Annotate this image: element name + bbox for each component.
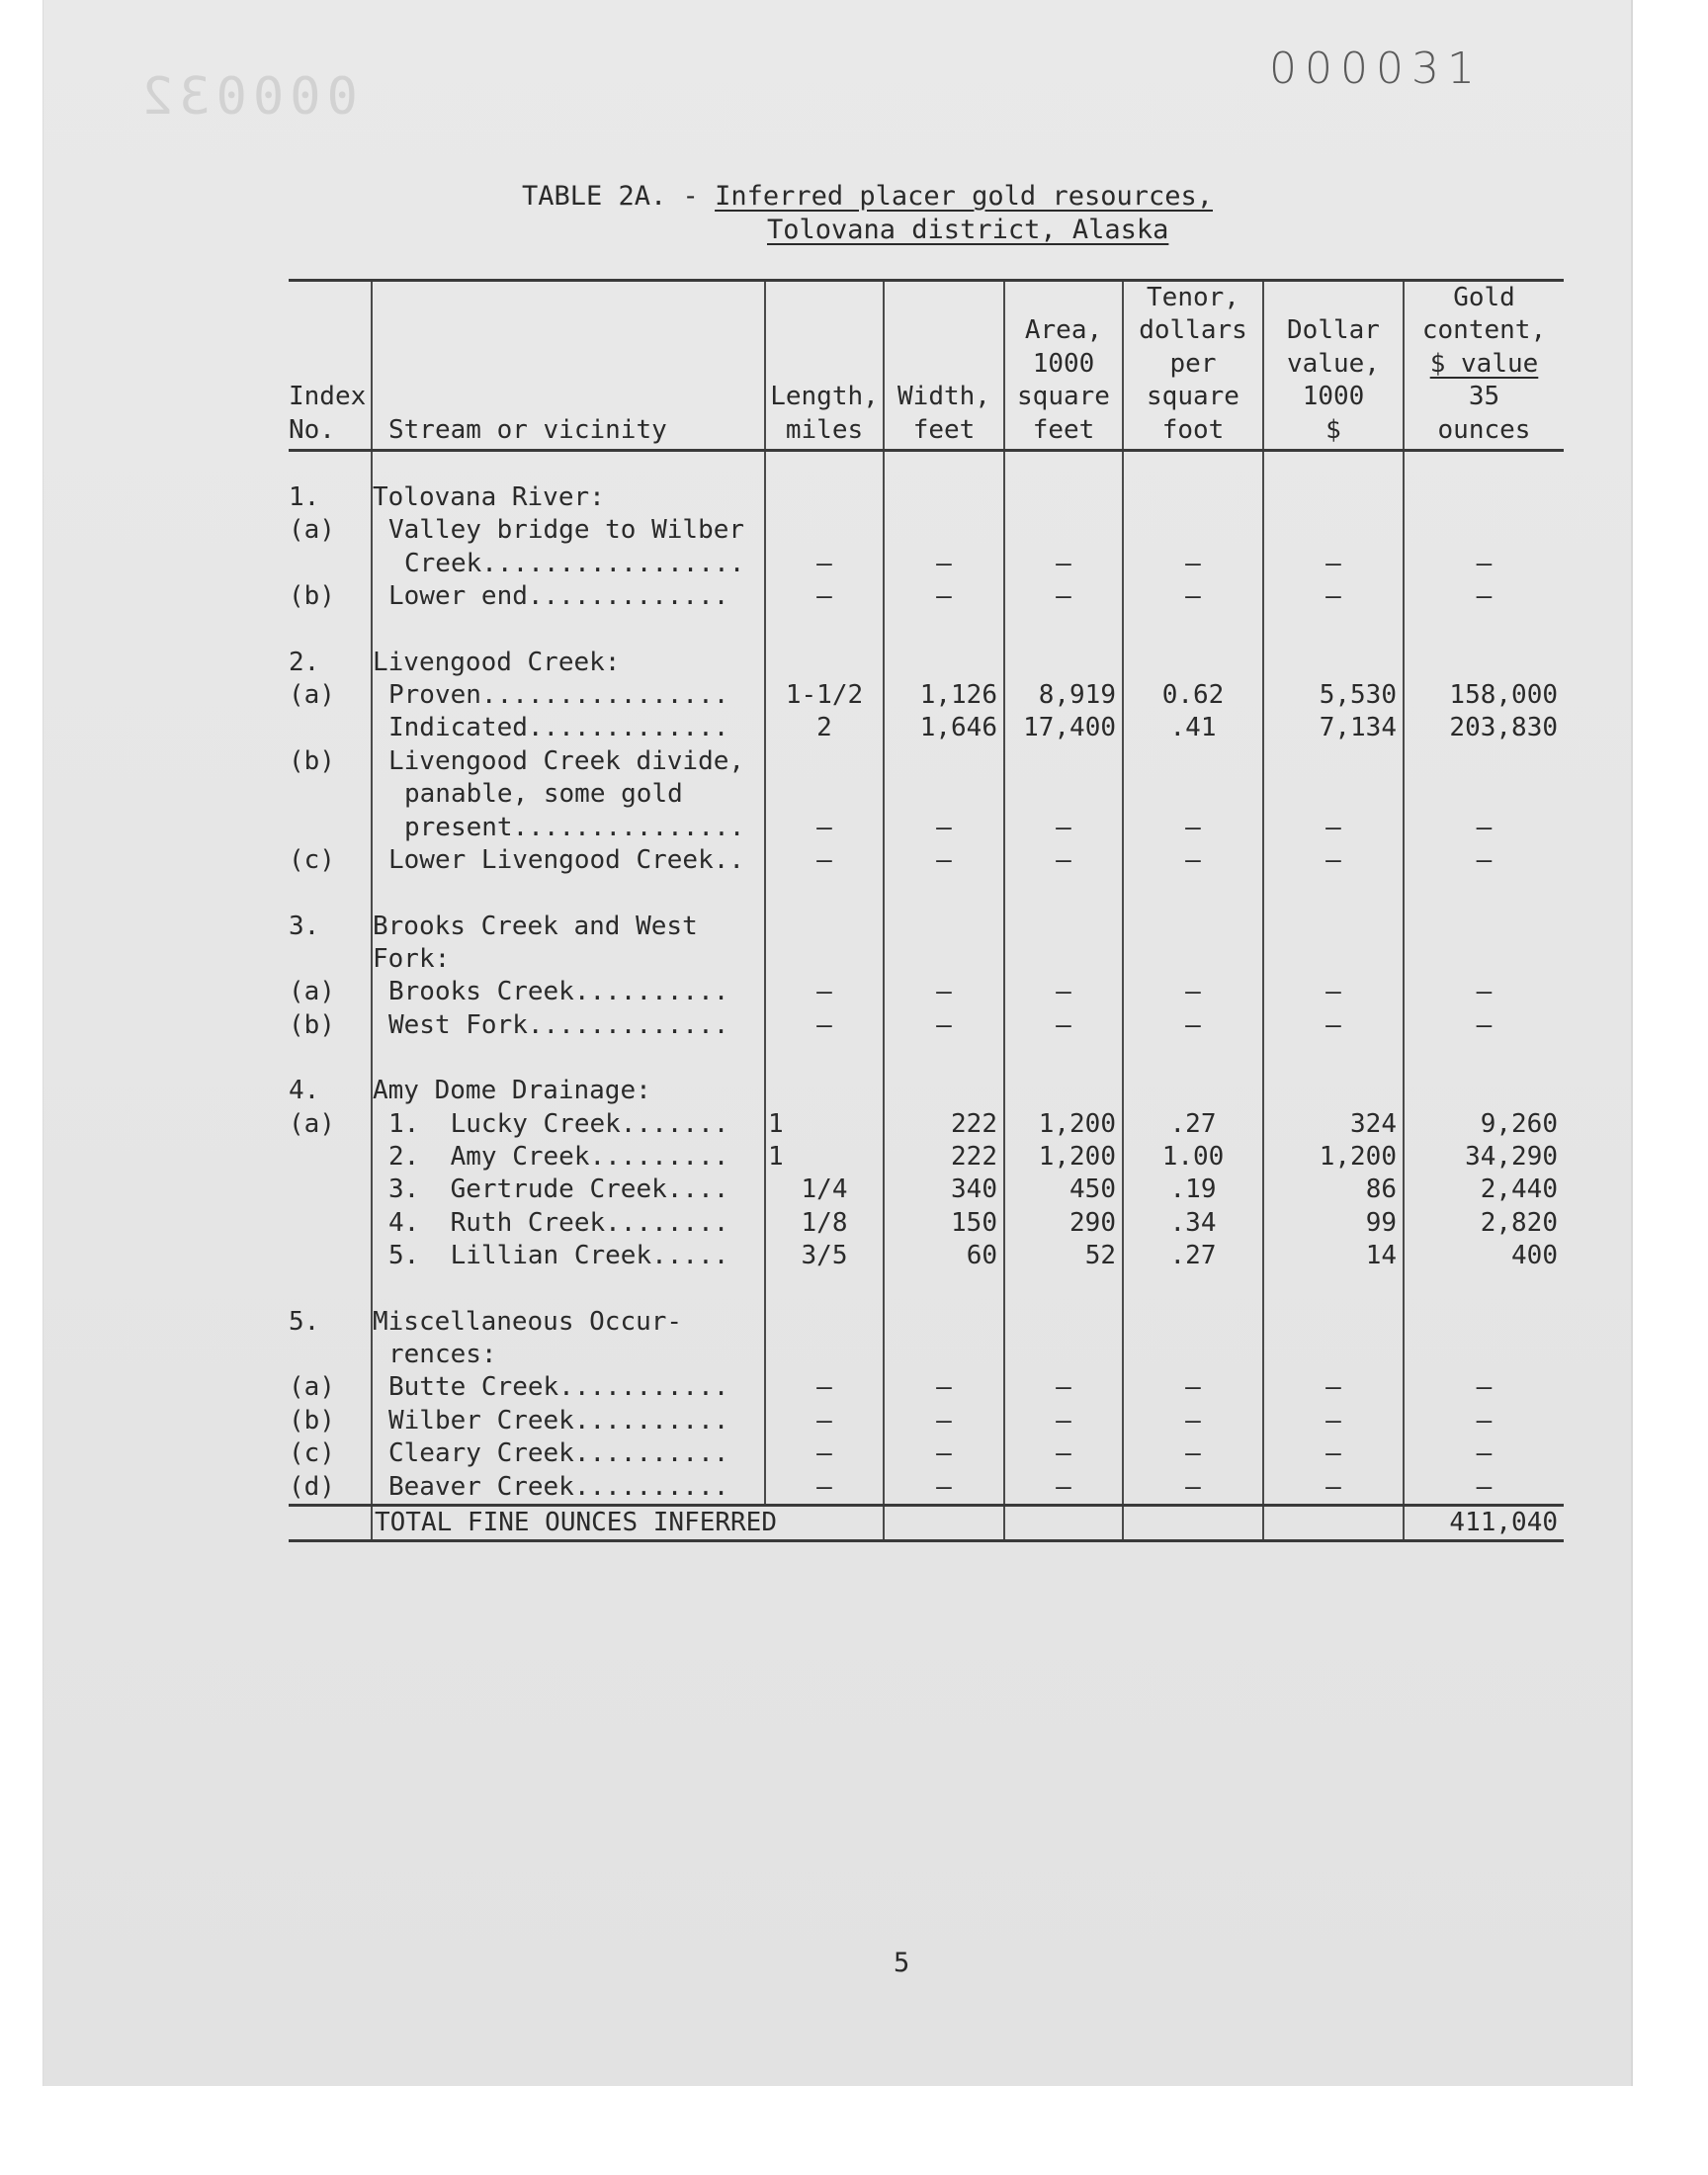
cell-tenor xyxy=(1123,647,1263,679)
row-stream-name: Indicated............. xyxy=(372,712,765,744)
cell-dollar-value xyxy=(1263,451,1404,515)
cell-length: – xyxy=(765,844,884,877)
cell-area xyxy=(1004,514,1123,547)
cell-dollar-value: – xyxy=(1263,1009,1404,1042)
cell-tenor: – xyxy=(1123,1371,1263,1404)
table-row xyxy=(289,1009,1564,1042)
cell-gold-content xyxy=(1404,647,1564,679)
header-gold-top: Gold content, xyxy=(1421,283,1547,346)
row-index: (c) xyxy=(289,1438,335,1469)
row-stream-name: present............... xyxy=(372,812,765,844)
header-area: Area, 1000 square feet xyxy=(1004,282,1123,451)
header-stream: Stream or vicinity xyxy=(372,282,765,451)
table-row xyxy=(289,1207,1564,1240)
row-stream-name: Butte Creek........... xyxy=(372,1371,765,1404)
cell-area: – xyxy=(1004,580,1123,613)
cell-width xyxy=(884,778,1004,811)
row-stream-name: Creek................. xyxy=(372,548,765,580)
cell-width: 60 xyxy=(884,1240,1004,1272)
cell-tenor: – xyxy=(1123,1471,1263,1506)
header-dollar-value: Dollar value, 1000 $ xyxy=(1263,282,1404,451)
cell-length: – xyxy=(765,812,884,844)
cell-width: – xyxy=(884,1009,1004,1042)
cell-width: – xyxy=(884,1437,1004,1470)
row-index xyxy=(289,1339,372,1371)
cell-tenor: – xyxy=(1123,580,1263,613)
row-index: 2. xyxy=(289,647,320,677)
row-stream-name: 1. Lucky Creek....... xyxy=(372,1108,765,1141)
cell-gold-content: – xyxy=(1404,1405,1564,1437)
cell-width xyxy=(884,911,1004,943)
row-stream-name: Livengood Creek divide, xyxy=(372,745,765,778)
cell-length: 1-1/2 xyxy=(765,679,884,712)
header-gold-bottom: 35 ounces xyxy=(1437,382,1531,445)
cell-length: – xyxy=(765,1405,884,1437)
table-row xyxy=(289,679,1564,712)
cell-dollar-value: 5,530 xyxy=(1263,679,1404,712)
table-row xyxy=(289,976,1564,1008)
table-row xyxy=(289,911,1564,943)
cell-tenor: .27 xyxy=(1123,1108,1263,1141)
cell-dollar-value: – xyxy=(1263,976,1404,1008)
cell-length xyxy=(765,451,884,515)
row-stream-name: 2. Amy Creek......... xyxy=(372,1141,765,1174)
cell-width: – xyxy=(884,1405,1004,1437)
cell-area: 8,919 xyxy=(1004,679,1123,712)
cell-length: 1 xyxy=(765,1141,884,1174)
cell-dollar-value: 86 xyxy=(1263,1174,1404,1206)
cell-gold-content: 34,290 xyxy=(1404,1141,1564,1174)
cell-length: 3/5 xyxy=(765,1240,884,1272)
row-stream-name: Tolovana River: xyxy=(372,451,765,515)
cell-dollar-value: – xyxy=(1263,1437,1404,1470)
row-index: (b) xyxy=(289,581,335,612)
cell-area xyxy=(1004,1339,1123,1371)
cell-width: – xyxy=(884,548,1004,580)
row-stream-name: Lower end............. xyxy=(372,580,765,613)
cell-width: 1,646 xyxy=(884,712,1004,744)
row-index xyxy=(289,1174,372,1206)
cell-dollar-value: 7,134 xyxy=(1263,712,1404,744)
row-stream-name: Livengood Creek: xyxy=(372,647,765,679)
cell-length xyxy=(765,778,884,811)
row-stream-name: rences: xyxy=(372,1339,765,1371)
row-stream-name: Brooks Creek.......... xyxy=(372,976,765,1008)
table-row xyxy=(289,580,1564,613)
cell-gold-content xyxy=(1404,514,1564,547)
cell-gold-content xyxy=(1404,1075,1564,1107)
cell-length: 1/4 xyxy=(765,1174,884,1206)
cell-width xyxy=(884,1075,1004,1107)
table-row xyxy=(289,647,1564,679)
cell-tenor xyxy=(1123,943,1263,976)
cell-length xyxy=(765,1075,884,1107)
document-number: 000031 xyxy=(1269,44,1483,94)
cell-width: 340 xyxy=(884,1174,1004,1206)
cell-tenor: .41 xyxy=(1123,712,1263,744)
cell-dollar-value xyxy=(1263,647,1404,679)
cell-dollar-value: – xyxy=(1263,1471,1404,1506)
cell-tenor: .27 xyxy=(1123,1240,1263,1272)
cell-gold-content xyxy=(1404,778,1564,811)
cell-area xyxy=(1004,1075,1123,1107)
cell-dollar-value xyxy=(1263,943,1404,976)
row-stream-name: Fork: xyxy=(372,943,765,976)
row-index: 1. xyxy=(289,482,320,513)
cell-area: – xyxy=(1004,1437,1123,1470)
row-index xyxy=(289,812,372,844)
table-row xyxy=(289,1471,1564,1506)
title-line-1: Inferred placer gold resources, xyxy=(715,181,1213,212)
total-value: 411,040 xyxy=(1404,1506,1564,1541)
table-row xyxy=(289,712,1564,744)
cell-gold-content: – xyxy=(1404,812,1564,844)
row-stream-name: Lower Livengood Creek.. xyxy=(372,844,765,877)
resources-table xyxy=(289,279,1564,1542)
table-title xyxy=(522,180,1213,245)
table-row xyxy=(289,778,1564,811)
cell-length xyxy=(765,1339,884,1371)
cell-gold-content: – xyxy=(1404,1009,1564,1042)
document-page xyxy=(43,0,1631,2086)
table-row xyxy=(289,943,1564,976)
cell-area xyxy=(1004,647,1123,679)
title-prefix: TABLE 2A. - xyxy=(522,181,716,212)
cell-area: 1,200 xyxy=(1004,1108,1123,1141)
cell-dollar-value xyxy=(1263,514,1404,547)
cell-dollar-value: 14 xyxy=(1263,1240,1404,1272)
row-index: (a) xyxy=(289,977,335,1007)
cell-tenor: – xyxy=(1123,976,1263,1008)
row-index: (a) xyxy=(289,1372,335,1403)
cell-width xyxy=(884,1339,1004,1371)
cell-area: – xyxy=(1004,1405,1123,1437)
cell-area: – xyxy=(1004,844,1123,877)
row-index xyxy=(289,943,372,976)
cell-gold-content xyxy=(1404,451,1564,515)
cell-length: – xyxy=(765,1009,884,1042)
cell-length: – xyxy=(765,1471,884,1506)
cell-gold-content xyxy=(1404,1339,1564,1371)
cell-gold-content xyxy=(1404,745,1564,778)
cell-tenor: – xyxy=(1123,812,1263,844)
cell-length: 1/8 xyxy=(765,1207,884,1240)
cell-dollar-value xyxy=(1263,1075,1404,1107)
cell-gold-content: 400 xyxy=(1404,1240,1564,1272)
table-row xyxy=(289,1437,1564,1470)
header-width: Width, feet xyxy=(884,282,1004,451)
row-index: 3. xyxy=(289,911,320,941)
row-index xyxy=(289,778,372,811)
cell-tenor xyxy=(1123,1339,1263,1371)
cell-area: – xyxy=(1004,1371,1123,1404)
cell-length xyxy=(765,1306,884,1339)
row-index: (b) xyxy=(289,745,335,776)
cell-width: 222 xyxy=(884,1141,1004,1174)
table-row xyxy=(289,745,1564,778)
row-stream-name: Amy Dome Drainage: xyxy=(372,1075,765,1107)
cell-length: – xyxy=(765,976,884,1008)
cell-dollar-value xyxy=(1263,778,1404,811)
cell-tenor: .34 xyxy=(1123,1207,1263,1240)
cell-gold-content: 2,820 xyxy=(1404,1207,1564,1240)
cell-gold-content: – xyxy=(1404,548,1564,580)
cell-width xyxy=(884,514,1004,547)
table-row xyxy=(289,1075,1564,1107)
cell-width xyxy=(884,451,1004,515)
cell-width: – xyxy=(884,812,1004,844)
cell-gold-content xyxy=(1404,1306,1564,1339)
cell-gold-content: 203,830 xyxy=(1404,712,1564,744)
cell-width: – xyxy=(884,1471,1004,1506)
row-stream-name: Beaver Creek.......... xyxy=(372,1471,765,1506)
header-gold-underlined: $ value xyxy=(1429,348,1539,379)
cell-length: 1 xyxy=(765,1108,884,1141)
cell-length: 2 xyxy=(765,712,884,744)
cell-dollar-value: – xyxy=(1263,580,1404,613)
cell-gold-content: – xyxy=(1404,1371,1564,1404)
cell-width xyxy=(884,943,1004,976)
row-stream-name: 5. Lillian Creek..... xyxy=(372,1240,765,1272)
cell-dollar-value: – xyxy=(1263,1371,1404,1404)
row-stream-name: Proven................ xyxy=(372,679,765,712)
cell-tenor xyxy=(1123,745,1263,778)
cell-area xyxy=(1004,451,1123,515)
page-number: 5 xyxy=(894,1948,910,1978)
cell-dollar-value: 324 xyxy=(1263,1108,1404,1141)
cell-length: – xyxy=(765,580,884,613)
cell-tenor xyxy=(1123,1075,1263,1107)
cell-gold-content: – xyxy=(1404,580,1564,613)
cell-gold-content: – xyxy=(1404,1437,1564,1470)
row-stream-name: panable, some gold xyxy=(372,778,765,811)
cell-tenor xyxy=(1123,451,1263,515)
cell-dollar-value: – xyxy=(1263,548,1404,580)
table-row xyxy=(289,514,1564,547)
cell-gold-content: – xyxy=(1404,976,1564,1008)
ghost-page-number: 000032 xyxy=(136,67,358,127)
cell-length xyxy=(765,745,884,778)
cell-tenor xyxy=(1123,514,1263,547)
cell-tenor: – xyxy=(1123,1437,1263,1470)
row-index: (c) xyxy=(289,845,335,876)
cell-width: 150 xyxy=(884,1207,1004,1240)
cell-tenor: .19 xyxy=(1123,1174,1263,1206)
cell-area: – xyxy=(1004,976,1123,1008)
cell-width xyxy=(884,647,1004,679)
row-index xyxy=(289,1141,372,1174)
row-index: 5. xyxy=(289,1306,320,1337)
cell-tenor: – xyxy=(1123,548,1263,580)
table-row xyxy=(289,1371,1564,1404)
table-row xyxy=(289,1306,1564,1339)
cell-area: – xyxy=(1004,548,1123,580)
cell-area: 52 xyxy=(1004,1240,1123,1272)
row-stream-name: Miscellaneous Occur- xyxy=(372,1306,765,1339)
header-gold-content xyxy=(1404,282,1564,451)
table-row xyxy=(289,844,1564,877)
cell-length xyxy=(765,943,884,976)
table-row xyxy=(289,1240,1564,1272)
cell-gold-content xyxy=(1404,943,1564,976)
table-row xyxy=(289,1141,1564,1174)
row-index: (a) xyxy=(289,1108,335,1139)
header-index: Index No. xyxy=(289,282,372,451)
cell-tenor: 0.62 xyxy=(1123,679,1263,712)
cell-length xyxy=(765,647,884,679)
cell-dollar-value: 1,200 xyxy=(1263,1141,1404,1174)
row-index xyxy=(289,1240,372,1272)
cell-area: 17,400 xyxy=(1004,712,1123,744)
cell-area: 1,200 xyxy=(1004,1141,1123,1174)
cell-length xyxy=(765,911,884,943)
cell-gold-content xyxy=(1404,911,1564,943)
spacer-row xyxy=(289,1273,1564,1306)
cell-area: 290 xyxy=(1004,1207,1123,1240)
cell-width: – xyxy=(884,844,1004,877)
cell-width: – xyxy=(884,976,1004,1008)
cell-length: – xyxy=(765,1371,884,1404)
cell-dollar-value: – xyxy=(1263,812,1404,844)
cell-area: 450 xyxy=(1004,1174,1123,1206)
table-row xyxy=(289,1108,1564,1141)
cell-width xyxy=(884,745,1004,778)
cell-gold-content: 9,260 xyxy=(1404,1108,1564,1141)
cell-width: 222 xyxy=(884,1108,1004,1141)
table-row xyxy=(289,1339,1564,1371)
cell-area xyxy=(1004,1306,1123,1339)
cell-dollar-value xyxy=(1263,1339,1404,1371)
cell-area xyxy=(1004,911,1123,943)
cell-dollar-value: 99 xyxy=(1263,1207,1404,1240)
cell-gold-content: – xyxy=(1404,844,1564,877)
cell-gold-content: 158,000 xyxy=(1404,679,1564,712)
cell-tenor: – xyxy=(1123,1009,1263,1042)
cell-dollar-value xyxy=(1263,1306,1404,1339)
cell-tenor: 1.00 xyxy=(1123,1141,1263,1174)
row-stream-name: West Fork............. xyxy=(372,1009,765,1042)
cell-gold-content: – xyxy=(1404,1471,1564,1506)
title-line-2: Tolovana district, Alaska xyxy=(767,215,1169,245)
row-index: (b) xyxy=(289,1009,335,1040)
cell-dollar-value xyxy=(1263,911,1404,943)
cell-gold-content: 2,440 xyxy=(1404,1174,1564,1206)
header-length: Length, miles xyxy=(765,282,884,451)
row-index xyxy=(289,1207,372,1240)
cell-length: – xyxy=(765,1437,884,1470)
total-label: TOTAL FINE OUNCES INFERRED xyxy=(372,1506,884,1541)
cell-area: – xyxy=(1004,1009,1123,1042)
row-stream-name: Valley bridge to Wilber xyxy=(372,514,765,547)
cell-width xyxy=(884,1306,1004,1339)
cell-tenor: – xyxy=(1123,1405,1263,1437)
cell-width: – xyxy=(884,580,1004,613)
cell-length: – xyxy=(765,548,884,580)
cell-area xyxy=(1004,745,1123,778)
cell-dollar-value: – xyxy=(1263,1405,1404,1437)
table-row xyxy=(289,812,1564,844)
row-index: (a) xyxy=(289,680,335,711)
row-index xyxy=(289,712,372,744)
cell-area: – xyxy=(1004,1471,1123,1506)
cell-dollar-value xyxy=(1263,745,1404,778)
row-index: (b) xyxy=(289,1405,335,1436)
table-row xyxy=(289,548,1564,580)
table-body xyxy=(289,451,1564,1506)
cell-area xyxy=(1004,778,1123,811)
row-index: (a) xyxy=(289,515,335,546)
spacer-row xyxy=(289,878,1564,911)
cell-dollar-value: – xyxy=(1263,844,1404,877)
table-row xyxy=(289,1405,1564,1437)
spacer-row xyxy=(289,614,1564,647)
row-index: 4. xyxy=(289,1076,320,1106)
cell-tenor xyxy=(1123,778,1263,811)
cell-length xyxy=(765,514,884,547)
total-row xyxy=(289,1506,1564,1541)
cell-width: – xyxy=(884,1371,1004,1404)
row-stream-name: Brooks Creek and West xyxy=(372,911,765,943)
cell-tenor xyxy=(1123,911,1263,943)
cell-tenor xyxy=(1123,1306,1263,1339)
table-row xyxy=(289,451,1564,515)
cell-area xyxy=(1004,943,1123,976)
row-stream-name: Wilber Creek.......... xyxy=(372,1405,765,1437)
cell-tenor: – xyxy=(1123,844,1263,877)
row-index xyxy=(289,548,372,580)
header-tenor: Tenor, dollars per square foot xyxy=(1123,282,1263,451)
spacer-row xyxy=(289,1042,1564,1075)
row-stream-name: 3. Gertrude Creek.... xyxy=(372,1174,765,1206)
cell-width: 1,126 xyxy=(884,679,1004,712)
cell-area: – xyxy=(1004,812,1123,844)
row-stream-name: Cleary Creek.......... xyxy=(372,1437,765,1470)
row-index: (d) xyxy=(289,1471,335,1502)
table-row xyxy=(289,1174,1564,1206)
row-stream-name: 4. Ruth Creek........ xyxy=(372,1207,765,1240)
